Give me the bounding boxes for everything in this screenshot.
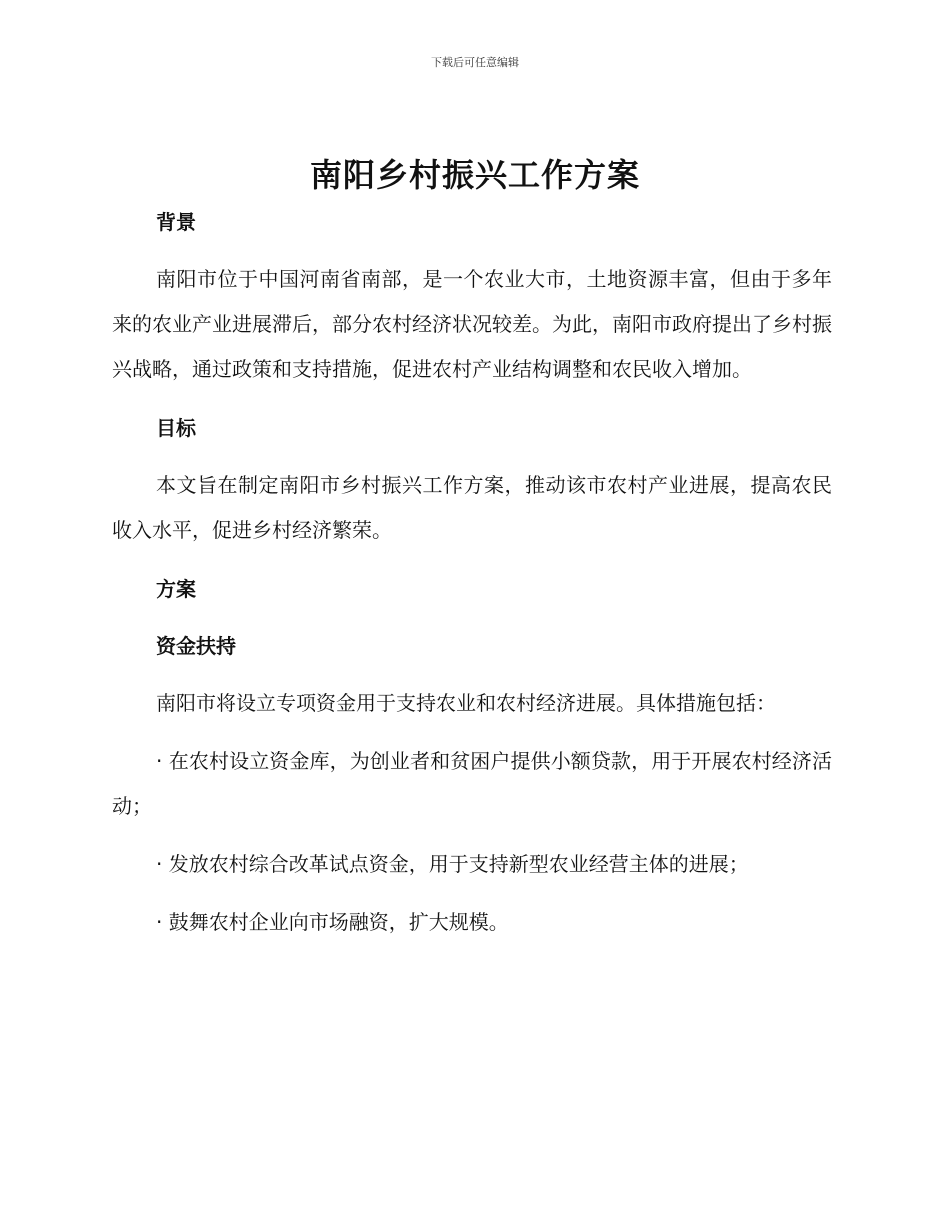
section-heading-background: 背景 — [156, 210, 196, 234]
list-item: · 鼓舞农村企业向市场融资，扩大规模。 — [156, 910, 509, 934]
section-heading-funding: 资金扶持 — [156, 634, 236, 658]
paragraph-goal: 本文旨在制定南阳市乡村振兴工作方案，推动该市农村产业进展，提高农民收入水平，促进乡村经济繁荣。 — [112, 473, 832, 542]
section-heading-goal: 目标 — [156, 416, 196, 440]
paragraph-funding-intro: 南阳市将设立专项资金用于支持农业和农村经济进展。具体措施包括： — [156, 691, 776, 715]
document-body — [112, 200, 832, 945]
paragraph-background: 南阳市位于中国河南省南部，是一个农业大市，土地资源丰富，但由于多年来的农业产业进展滞后，部分农村经济状况较差。为此，南阳市政府提出了乡村振兴战略，通过政策和支持措施，促进农村产业结构调整和农民收入增加。 — [112, 267, 832, 381]
document-title: 南阳乡村振兴工作方案 — [309, 156, 640, 194]
list-item: · 发放农村综合改革试点资金，用于支持新型农业经营主体的进展； — [156, 852, 749, 876]
list-item: · 在农村设立资金库，为创业者和贫困户提供小额贷款，用于开展农村经济活动； — [112, 749, 832, 818]
header-note: 下载后可任意编辑 — [431, 56, 519, 69]
section-heading-plan: 方案 — [156, 577, 196, 601]
